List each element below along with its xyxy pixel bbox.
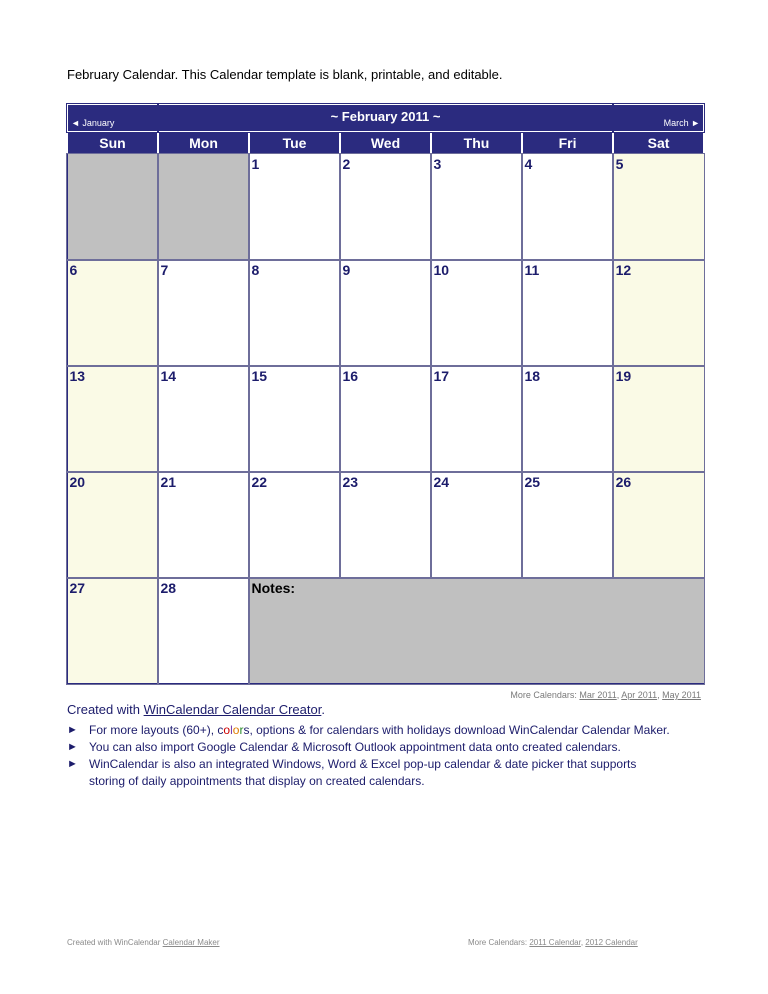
week-row [67,154,704,260]
created-suffix: . [321,702,325,717]
day-cell[interactable] [431,260,522,366]
day-number: 6 [69,262,78,278]
day-number: 24 [433,474,450,490]
day-cell[interactable] [522,472,613,578]
day-cell[interactable] [340,154,431,260]
day-cell[interactable] [431,366,522,472]
colors-letter: r [239,723,244,737]
bullet-text-part: For more layouts (60+), [89,723,218,737]
bullet-item [67,722,727,739]
footer-calendar-maker-link[interactable]: Calendar Maker [162,938,220,947]
bullet-line: WinCalendar is also an integrated Windows, Word & Excel pop-up calendar & date picker that supports [89,757,637,771]
month-title: ~ February 2011 ~ [158,104,613,132]
day-number: 3 [433,156,442,172]
weekday-thu: Thu [431,132,522,154]
bullet-line: storing of daily appointments that display on created calendars. [89,774,425,788]
day-cell[interactable] [158,578,249,684]
more-calendars: More Calendars: Mar 2011, Apr 2011, May 2011 [510,690,701,700]
day-number: 7 [160,262,169,278]
colors-word [217,723,249,737]
footer-separator: , [580,938,586,947]
day-cell[interactable] [522,260,613,366]
colors-letter: o [223,723,231,737]
footer-2012-calendar-link[interactable]: 2012 Calendar [585,938,638,947]
day-cell[interactable] [522,366,613,472]
day-cell[interactable] [249,260,340,366]
day-number: 16 [342,368,359,384]
colors-letter: s [243,723,250,737]
weekday-sat: Sat [613,132,704,154]
weekday-wed: Wed [340,132,431,154]
day-cell[interactable] [340,366,431,472]
notes-label: Notes: [251,580,296,596]
day-number: 15 [251,368,268,384]
day-number: 13 [69,368,86,384]
footer-left-prefix: Created with WinCalendar [67,938,163,947]
arrow-right-icon: ► [67,758,78,770]
day-cell[interactable] [431,472,522,578]
week-row [67,578,704,684]
calendar-table [66,103,705,684]
day-number: 25 [524,474,541,490]
day-number: 27 [69,580,86,596]
day-number: 22 [251,474,268,490]
bullet-text [89,722,670,739]
day-cell[interactable] [158,472,249,578]
day-number: 26 [615,474,632,490]
day-cell[interactable] [67,472,158,578]
page-intro: February Calendar. This Calendar template is blank, printable, and editable. [67,67,503,82]
day-cell[interactable] [340,472,431,578]
day-number: 23 [342,474,359,490]
calendar-creator-link[interactable]: WinCalendar Calendar Creator [143,702,322,717]
day-number: 18 [524,368,541,384]
day-number: 9 [342,262,351,278]
colors-letter: o [232,723,240,737]
day-number: 19 [615,368,632,384]
day-number: 10 [433,262,450,278]
day-cell[interactable] [613,154,704,260]
prev-month-link[interactable]: ◄ January [67,104,158,132]
bullet-item [67,739,727,756]
day-cell[interactable] [158,260,249,366]
day-cell[interactable] [67,578,158,684]
day-cell-empty [67,154,158,260]
day-cell[interactable] [67,366,158,472]
week-row [67,366,704,472]
created-with [67,702,325,717]
notes-area[interactable] [249,578,704,684]
day-number: 11 [524,262,540,278]
week-row [67,260,704,366]
colors-letter: c [217,723,224,737]
footer-right [468,938,638,947]
day-number: 17 [433,368,450,384]
day-number: 4 [524,156,533,172]
bullet-text: You can also import Google Calendar & Microsoft Outlook appointment data onto created calendars. [89,740,621,754]
weekday-sun: Sun [67,132,158,154]
day-number: 1 [251,156,260,172]
week-row [67,472,704,578]
info-bullets [67,722,727,790]
day-cell[interactable] [249,366,340,472]
weekday-header-row [67,132,704,154]
colors-letter: l [230,723,233,737]
day-number: 14 [160,368,177,384]
day-cell[interactable] [67,260,158,366]
more-calendars-link[interactable]: Mar 2011 [579,690,617,700]
footer-right-prefix: More Calendars: [468,938,530,947]
day-cell[interactable] [249,472,340,578]
footer-left [67,938,220,947]
day-cell[interactable] [249,154,340,260]
next-month-link[interactable]: March ► [613,104,704,132]
arrow-right-icon: ► [67,724,78,736]
day-number: 12 [615,262,632,278]
day-number: 20 [69,474,86,490]
bullet-text-part: , options & for calendars with holidays download WinCalendar Calendar Maker. [249,723,670,737]
day-cell[interactable] [613,260,704,366]
day-cell[interactable] [613,472,704,578]
arrow-right-icon: ► [67,741,78,753]
day-number: 8 [251,262,260,278]
bullet-item [67,756,727,790]
weekday-mon: Mon [158,132,249,154]
day-cell[interactable] [431,154,522,260]
bullet-text [89,756,636,790]
more-calendars-label: More Calendars: [510,690,580,700]
created-prefix: Created with [67,702,144,717]
weekday-tue: Tue [249,132,340,154]
day-number: 5 [615,156,624,172]
more-calendars-link[interactable]: May 2011 [662,690,701,700]
day-number: 2 [342,156,351,172]
day-cell-empty [158,154,249,260]
day-cell[interactable] [158,366,249,472]
day-cell[interactable] [613,366,704,472]
footer-2011-calendar-link[interactable]: 2011 Calendar [529,938,581,947]
day-cell[interactable] [340,260,431,366]
weekday-fri: Fri [522,132,613,154]
more-calendars-link[interactable]: Apr 2011 [621,690,658,700]
day-number: 21 [160,474,177,490]
day-cell[interactable] [522,154,613,260]
day-number: 28 [160,580,177,596]
